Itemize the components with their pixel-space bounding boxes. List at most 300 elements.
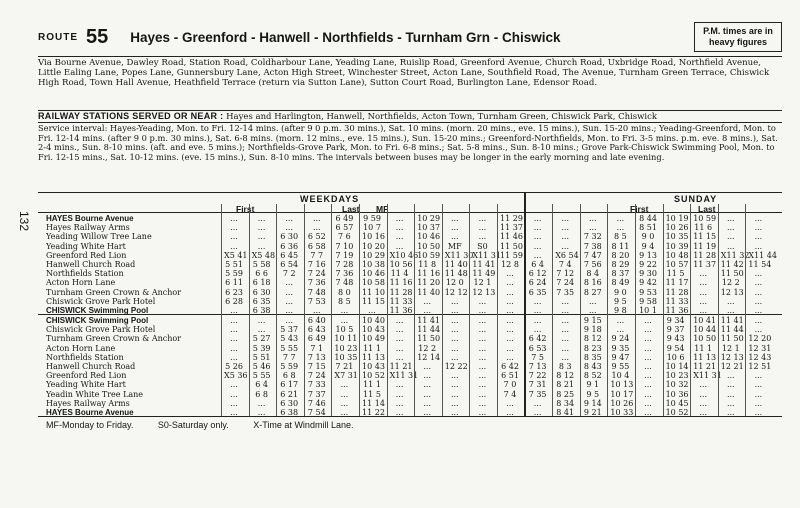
time-cell: ... <box>478 352 487 362</box>
time-cell: 5 59 <box>225 269 243 279</box>
time-cell: ... <box>644 316 652 325</box>
time-cell: 9 22 <box>639 260 657 269</box>
time-cell: ... <box>506 408 514 417</box>
time-cell: 11 36 <box>665 306 689 315</box>
time-cell: 7 15 <box>307 362 326 371</box>
time-cell: ... <box>561 232 569 242</box>
time-cell: 5 26 <box>225 362 243 371</box>
table-row <box>38 353 782 362</box>
time-cell: 11 20 <box>417 278 441 288</box>
time-cell: 10 37 <box>417 223 441 233</box>
time-cell: ... <box>340 398 349 408</box>
time-cell: 6 4 <box>255 380 268 390</box>
time-cell: ... <box>285 316 293 325</box>
time-cell: 8 16 <box>583 278 602 288</box>
time-cell: ... <box>230 306 238 315</box>
time-cell: 7 19 <box>335 250 354 260</box>
footnote-so: S0-Saturday only. <box>157 420 229 430</box>
time-cell: 10 49 <box>362 334 385 344</box>
time-cell: 6 23 <box>225 287 243 297</box>
time-cell: 8 5 <box>614 232 627 242</box>
time-cell: ... <box>533 241 542 251</box>
rule-line <box>38 416 782 417</box>
time-cell: 7 56 <box>583 260 602 269</box>
time-cell: 6 28 <box>225 296 243 306</box>
stop-name: Greenford Red Lion <box>46 371 127 381</box>
time-cell: 6 11 <box>225 278 243 288</box>
weekdays-first-label: First <box>236 204 255 214</box>
time-cell: ... <box>395 223 404 233</box>
time-cell: 11 40 <box>417 287 441 297</box>
time-cell: ... <box>285 296 293 306</box>
time-cell: 12 13 <box>720 287 744 297</box>
time-cell: 5 58 <box>252 260 271 269</box>
time-cell: ... <box>726 296 735 306</box>
column-divider <box>359 204 360 416</box>
table-row <box>38 242 782 251</box>
time-cell: 11 54 <box>748 260 772 269</box>
time-cell: 10 44 <box>693 325 717 335</box>
time-cell: 11 44 <box>720 325 744 335</box>
time-cell: ... <box>450 316 459 325</box>
stop-name: Hayes Railway Arms <box>46 223 130 233</box>
time-cell: ... <box>506 343 514 353</box>
time-cell: ... <box>230 325 238 335</box>
time-cell: 11 42 <box>720 260 744 269</box>
stop-name: Greenford Red Lion <box>46 250 127 260</box>
time-cell: ... <box>478 380 487 390</box>
time-cell: 10 41 <box>693 316 717 325</box>
column-divider <box>304 204 305 416</box>
time-cell: 8 5 <box>338 296 351 306</box>
time-cell: 8 29 <box>611 260 630 269</box>
footnote-x: X-Time at Windmill Lane. <box>253 420 354 430</box>
time-cell: 9 4 <box>641 241 655 251</box>
table-row <box>38 344 782 353</box>
table-row <box>38 399 782 408</box>
time-cell: 10 19 <box>665 214 689 223</box>
time-cell: ... <box>478 398 487 408</box>
time-cell: 11 50 <box>500 241 523 251</box>
time-cell: 10 16 <box>362 232 385 242</box>
time-cell: 5 51 <box>225 260 243 269</box>
time-cell: ... <box>285 287 293 297</box>
time-cell: ... <box>230 380 238 390</box>
time-cell: 6 57 <box>335 223 354 233</box>
time-cell: 6 35 <box>252 296 271 306</box>
time-cell: 8 11 <box>611 241 630 251</box>
time-cell: ... <box>478 296 487 306</box>
weekdays-heading: WEEKDAYS <box>300 194 360 204</box>
time-cell: 11 44 <box>417 325 441 335</box>
time-cell: ... <box>561 296 569 306</box>
service-interval-text: Service interval: Hayes-Yeading, Mon. to Fri. 12-14 mins. (after 9 0 p.m. 30 mins.), Sat. 10 mins. (morn. 20 mins., eve. 15 mins.), Sun. 15-20 mins.; Yeading-Greenford, Mon. to Fri. 12-14 mins. (after 9 0 p.m. 30 mins.), Sat. 6-8 mins. (morn. 12 mins., eve. 15 mins.), Sun. 15-20 mins.; Greenford-Northfields, Mon. to Fri. 3-5 mins. p.m. eve. 8 mins.), Sat. 2-4 mins., Sun. 8-10 mins. (aft. and eve. 5 mins.); Northfields-Grove Park, Mon. to Fri. 6-8 mins.; Sat. 5-8 mins., Sun. 8-10 mins.; Grove Park-Chiswick Swimming Pool, Mon. to Fri. 12-15 mins., Sat. 10-12 mins. (eve. 15 mins.), Sun. 8-10 mins. The intervals between buses may be longer in the early morning and late evening. <box>38 122 782 162</box>
time-cell: ... <box>644 398 652 408</box>
railway-stations <box>38 110 782 122</box>
time-cell: 7 24 <box>307 371 326 381</box>
time-cell: 10 58 <box>362 278 385 288</box>
time-cell: 7 7 <box>310 250 324 260</box>
time-cell: X10 46 <box>389 250 419 260</box>
time-cell: 10 32 <box>665 380 689 390</box>
time-cell: ... <box>230 352 238 362</box>
time-cell: 10 35 <box>334 352 358 362</box>
time-cell: 11 13 <box>693 352 717 362</box>
table-row <box>38 380 782 389</box>
time-cell: 7 36 <box>335 269 354 279</box>
time-cell: 10 59 <box>693 214 717 223</box>
column-divider <box>580 204 581 416</box>
footnotes <box>46 420 375 430</box>
time-cell: ... <box>754 316 763 325</box>
time-cell: 12 31 <box>748 343 772 353</box>
time-cell: 7 6 <box>338 232 351 242</box>
time-cell: 7 4 <box>558 260 572 269</box>
time-cell: ... <box>726 398 735 408</box>
time-cell: ... <box>726 371 735 381</box>
time-cell: ... <box>368 306 376 315</box>
stop-name: Hanwell Church Road <box>46 362 136 371</box>
time-cell: 5 51 <box>252 352 271 362</box>
page-number: 132 <box>17 210 32 232</box>
time-cell: ... <box>616 325 625 335</box>
time-cell: 10 36 <box>665 389 689 399</box>
column-divider <box>607 204 608 416</box>
time-cell: 9 30 <box>639 269 657 279</box>
time-cell: 8 12 <box>556 371 575 381</box>
time-cell: 9 43 <box>666 334 685 344</box>
time-cell: 11 8 <box>418 260 437 269</box>
time-cell: 10 59 <box>417 250 441 260</box>
time-cell: 10 13 <box>610 380 634 390</box>
time-cell: 11 49 <box>472 269 496 279</box>
stop-name: CHISWICK Swimming Pool <box>46 306 149 315</box>
time-cell: ... <box>699 306 707 315</box>
column-divider <box>745 204 746 416</box>
time-cell: ... <box>588 223 597 233</box>
time-cell: 8 20 <box>611 250 630 260</box>
time-cell: 9 47 <box>611 352 630 362</box>
time-cell: 12 13 <box>720 352 744 362</box>
time-cell: ... <box>561 325 569 335</box>
time-cell: ... <box>533 316 542 325</box>
time-cell: 11 16 <box>417 269 441 279</box>
time-cell: 5 55 <box>280 343 299 353</box>
time-cell: ... <box>533 250 542 260</box>
time-cell: ... <box>754 278 763 288</box>
time-cell: ... <box>533 214 542 223</box>
time-cell: 10 48 <box>665 250 689 260</box>
time-cell: 9 0 <box>641 232 655 242</box>
time-cell: ... <box>533 296 542 306</box>
time-cell: ... <box>644 380 652 390</box>
route-header <box>38 18 782 57</box>
time-cell: ... <box>257 232 266 242</box>
time-cell: ... <box>395 325 404 335</box>
time-cell: 10 26 <box>665 223 689 233</box>
time-cell: 11 4 <box>390 269 409 279</box>
time-cell: ... <box>561 316 569 325</box>
time-cell: ... <box>754 269 763 279</box>
time-cell: ... <box>506 269 514 279</box>
time-cell: ... <box>506 334 514 344</box>
time-cell: ... <box>450 334 459 344</box>
time-cell: 10 39 <box>665 241 689 251</box>
time-cell: ... <box>754 241 763 251</box>
time-cell: ... <box>561 343 569 353</box>
time-cell: 5 46 <box>252 362 271 371</box>
column-divider <box>387 204 388 416</box>
time-cell: 12 14 <box>417 352 441 362</box>
time-cell: ... <box>395 380 404 390</box>
time-cell: ... <box>754 371 763 381</box>
time-cell: 9 24 <box>611 334 630 344</box>
time-cell: ... <box>506 287 514 297</box>
time-cell: 9 42 <box>639 278 657 288</box>
time-cell: ... <box>754 325 763 335</box>
time-cell: 7 22 <box>528 371 547 381</box>
table-row <box>38 251 782 260</box>
time-cell: ... <box>616 223 625 233</box>
time-cell: 9 8 <box>614 306 627 315</box>
time-cell: 9 21 <box>583 408 602 417</box>
time-cell: 11 19 <box>693 241 717 251</box>
time-cell: 7 7 <box>282 352 296 362</box>
time-cell: 9 53 <box>639 287 657 297</box>
time-cell: 7 35 <box>556 287 575 297</box>
time-cell: ... <box>726 241 735 251</box>
time-cell: 8 51 <box>639 223 657 233</box>
time-cell: ... <box>644 352 652 362</box>
time-cell: ... <box>395 389 404 399</box>
column-divider <box>442 204 443 416</box>
time-cell: 11 1 <box>363 380 381 390</box>
time-cell: 10 7 <box>363 223 381 233</box>
time-cell: ... <box>450 408 459 417</box>
time-cell: 10 5 <box>335 325 354 335</box>
route-label: ROUTE <box>38 31 78 43</box>
time-cell: ... <box>257 398 266 408</box>
time-cell: 9 37 <box>666 325 685 335</box>
time-cell: 10 33 <box>610 408 634 417</box>
time-cell: 12 1 <box>721 343 740 353</box>
time-cell: 8 41 <box>556 408 575 417</box>
railway-text: Hayes and Harlington, Hanwell, Northfields, Acton Town, Turnham Green, Chiswick Park, Chiswick <box>226 112 658 122</box>
time-cell: 8 52 <box>583 371 602 381</box>
time-cell: 10 52 <box>362 371 385 381</box>
table-row <box>38 390 782 399</box>
time-cell: 10 23 <box>334 343 358 353</box>
time-cell: ... <box>726 389 735 399</box>
stop-name: Acton Horn Lane <box>46 343 116 353</box>
table-row <box>38 232 782 241</box>
time-cell: ... <box>423 389 431 399</box>
time-cell: 11 33 <box>389 296 413 306</box>
time-cell: ... <box>699 287 707 297</box>
table-row <box>38 362 782 371</box>
time-cell: 6 49 <box>335 214 354 223</box>
time-cell: 8 35 <box>583 352 602 362</box>
column-divider <box>276 204 277 416</box>
time-cell: 6 18 <box>252 278 271 288</box>
time-cell: 6 38 <box>252 306 271 315</box>
time-cell: ... <box>478 223 487 233</box>
time-cell: 7 4 <box>503 389 517 399</box>
time-cell: ... <box>230 316 238 325</box>
stop-name: Northfields Station <box>46 352 124 362</box>
time-cell: ... <box>754 306 763 315</box>
time-cell: ... <box>450 232 459 242</box>
stop-name: Acton Horn Lane <box>46 278 116 288</box>
time-cell: ... <box>644 408 652 417</box>
time-cell: ... <box>450 325 459 335</box>
time-cell: 11 37 <box>500 223 523 233</box>
time-cell: ... <box>726 408 735 417</box>
time-cell: 10 17 <box>610 389 634 399</box>
time-cell: 9 5 <box>586 389 600 399</box>
time-cell: ... <box>450 214 459 223</box>
time-cell: ... <box>257 316 266 325</box>
time-cell: X11 31 <box>389 371 419 381</box>
column-divider <box>718 204 719 416</box>
time-cell: ... <box>506 296 514 306</box>
time-cell: 9 55 <box>611 362 630 371</box>
time-cell: ... <box>257 223 266 233</box>
time-cell: 11 36 <box>389 306 413 315</box>
time-cell: 10 29 <box>362 250 385 260</box>
time-cell: 7 33 <box>307 380 326 390</box>
time-cell: 11 29 <box>500 214 523 223</box>
time-cell: ... <box>395 352 404 362</box>
weekday-sunday-divider <box>524 192 526 416</box>
time-cell: 7 48 <box>335 278 354 288</box>
time-cell: ... <box>395 334 404 344</box>
time-cell: 7 31 <box>528 380 547 390</box>
time-cell: ... <box>533 325 542 335</box>
time-cell: 7 38 <box>583 241 602 251</box>
time-cell: 7 2 <box>282 269 296 279</box>
time-cell: ... <box>533 408 542 417</box>
route-title: Hayes - Greenford - Hanwell - Northfields - Turnham Grn - Chiswick <box>130 29 561 45</box>
time-cell: ... <box>395 408 404 417</box>
time-cell: ... <box>450 296 459 306</box>
time-cell: ... <box>478 316 487 325</box>
time-cell: ... <box>478 408 487 417</box>
time-cell: 11 17 <box>665 278 689 288</box>
time-cell: 9 15 <box>583 316 602 325</box>
time-cell: 8 0 <box>338 287 351 297</box>
time-cell: 7 36 <box>307 278 326 288</box>
time-cell: 11 40 <box>444 260 468 269</box>
time-cell: ... <box>754 398 763 408</box>
time-cell: ... <box>230 334 238 344</box>
time-cell: ... <box>230 389 238 399</box>
time-cell: 7 47 <box>583 250 602 260</box>
time-cell: ... <box>561 352 569 362</box>
time-cell: 11 37 <box>693 260 717 269</box>
time-cell: 11 15 <box>693 232 717 242</box>
time-cell: ... <box>423 408 431 417</box>
time-cell: ... <box>285 223 293 233</box>
time-cell: 6 21 <box>280 389 299 399</box>
time-cell: ... <box>285 306 293 315</box>
time-cell: ... <box>312 306 321 315</box>
time-cell: 12 21 <box>720 362 744 371</box>
rule-line <box>38 192 782 193</box>
stop-name: HAYES Bourne Avenue <box>46 408 134 417</box>
time-cell: 7 48 <box>307 287 326 297</box>
time-cell: 12 2 <box>418 343 437 353</box>
time-cell: MF <box>447 241 462 251</box>
time-cell: 11 28 <box>693 250 717 260</box>
time-cell: 6 38 <box>280 408 299 417</box>
time-cell: 6 12 <box>528 269 547 279</box>
time-cell: 8 12 <box>583 334 602 344</box>
time-cell: ... <box>478 232 487 242</box>
stop-name: CHISWICK Swimming Pool <box>46 316 149 325</box>
time-cell: 6 30 <box>280 232 299 242</box>
time-cell: ... <box>644 325 652 335</box>
timetable-page <box>38 18 782 430</box>
time-cell: X5 41 <box>224 250 248 260</box>
time-cell: 6 6 <box>255 269 268 279</box>
time-cell: 9 14 <box>583 398 602 408</box>
time-cell: 8 44 <box>639 214 657 223</box>
column-divider <box>663 204 664 416</box>
time-cell: 9 18 <box>583 325 602 335</box>
time-cell: ... <box>506 278 514 288</box>
time-cell: ... <box>450 389 459 399</box>
time-cell: ... <box>257 325 266 335</box>
time-cell: ... <box>726 232 735 242</box>
rule-line <box>38 212 782 213</box>
column-divider <box>331 204 332 416</box>
time-cell: ... <box>395 214 404 223</box>
time-cell: 9 34 <box>666 316 685 325</box>
stop-name: Chiswick Grove Park Hotel <box>46 296 156 306</box>
time-cell: 11 50 <box>417 334 441 344</box>
time-cell: 8 4 <box>586 269 600 279</box>
sunday-last-label: Last <box>698 204 716 214</box>
time-cell: ... <box>506 316 514 325</box>
time-cell: ... <box>450 380 459 390</box>
time-cell: ... <box>588 296 597 306</box>
stop-name: Turnham Green Crown & Anchor <box>46 334 182 344</box>
time-cell: ... <box>699 278 707 288</box>
time-cell: 5 55 <box>252 371 271 381</box>
table-row <box>38 334 782 343</box>
time-cell: ... <box>423 371 431 381</box>
time-cell: 6 53 <box>528 343 547 353</box>
time-cell: 11 28 <box>665 287 689 297</box>
time-cell: 6 51 <box>501 371 519 381</box>
time-cell: 7 53 <box>307 296 326 306</box>
time-cell: 10 40 <box>362 316 385 325</box>
time-cell: ... <box>312 214 321 223</box>
time-cell: ... <box>340 380 349 390</box>
time-cell: 6 49 <box>307 334 326 344</box>
time-cell: 7 46 <box>307 398 326 408</box>
time-cell: ... <box>533 398 542 408</box>
time-cell: 11 28 <box>389 287 413 297</box>
time-cell: ... <box>644 389 652 399</box>
time-cell: ... <box>478 371 487 381</box>
time-cell: ... <box>644 343 652 353</box>
time-cell: X5 36 <box>224 371 248 381</box>
time-cell: ... <box>616 316 625 325</box>
time-cell: 6 8 <box>255 389 268 399</box>
time-cell: ... <box>395 316 404 325</box>
